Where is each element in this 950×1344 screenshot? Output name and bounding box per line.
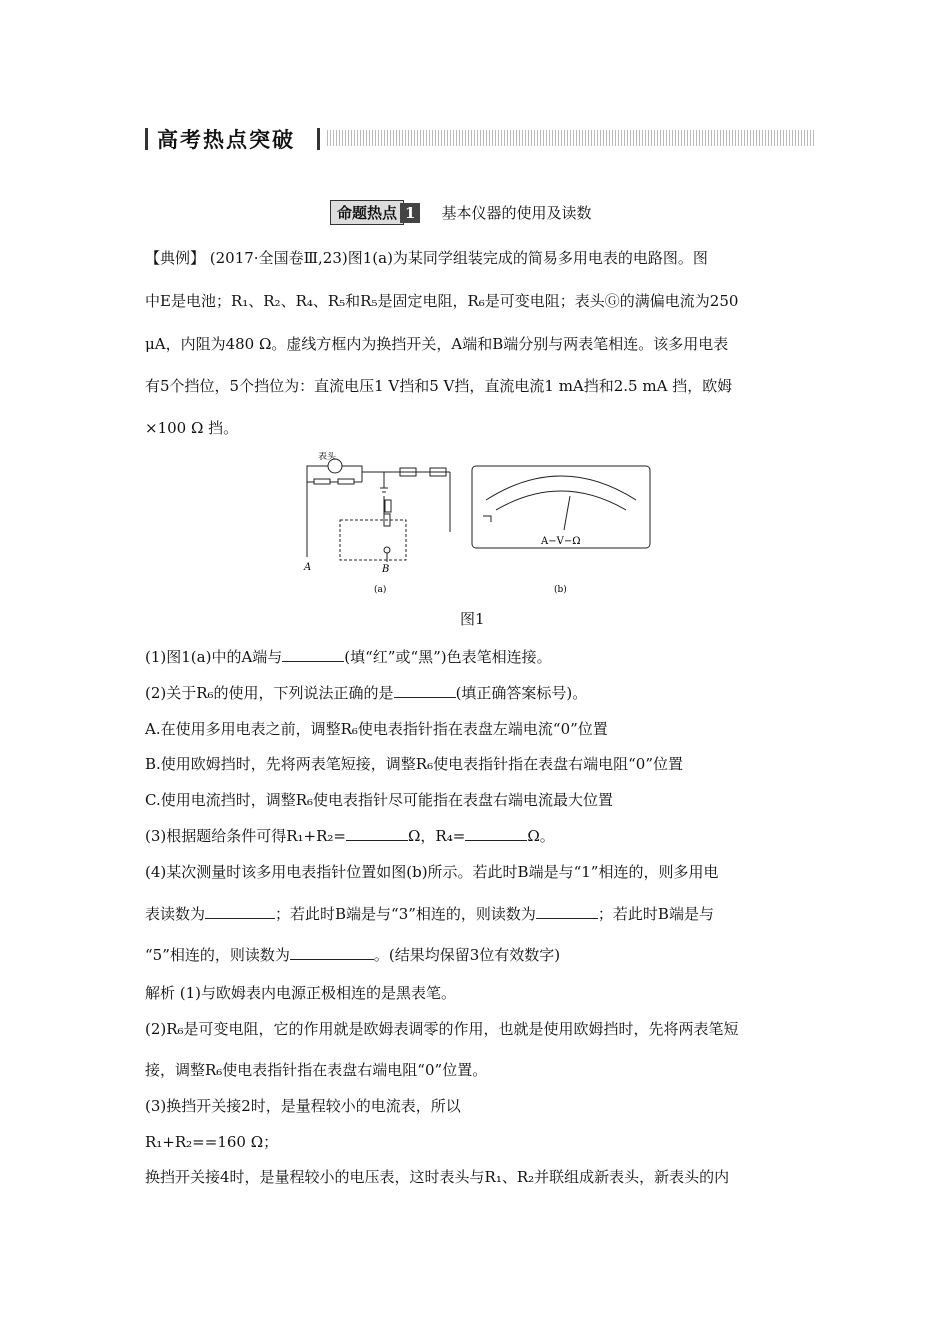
topic-label: 命题热点 [330,200,404,225]
q1-blank [282,647,344,662]
solution-line-4: (3)换挡开关接2时，是量程较小的电流表，所以 [145,1097,461,1115]
question-4-line-2 [145,903,714,924]
problem-line-5: ×100 Ω 挡。 [145,419,239,437]
circuit-diagram [307,459,450,562]
q2-blank [394,683,456,698]
question-4-line-1: (4)某次测量时该多用电表指针位置如图(b)所示。若此时B端是与“1”相连的，则多用电 [145,863,719,881]
q2-text-b: (填正确答案标号)。 [455,684,588,702]
question-4-line-3 [145,944,560,965]
header-bar-left [145,128,148,150]
q3-text-c: Ω。 [527,827,555,845]
solution-line-5: R₁+R₂==160 Ω； [145,1133,279,1151]
solution-line-1: 解析 (1)与欧姆表内电源正极相连的是黑表笔。 [145,984,457,1002]
question-1 [145,646,552,667]
q4-text-1: 表读数为 [145,905,206,923]
q4-blank-3 [290,945,374,960]
q3-text-a: (3)根据题给条件可得R₁+R₂= [145,827,346,845]
q3-blank-1 [346,826,408,841]
problem-line-2: 中E是电池；R₁、R₂、R₄、R₅和R₅是固定电阻，R₆是可变电阻；表头Ⓖ的满偏电流为250 [145,292,739,310]
q4-blank-2 [536,904,598,919]
q4-text-2: ；若此时B端是与“3”相连的，则读数为 [275,905,536,923]
section-title: 高考热点突破 [157,127,295,152]
option-b: B.使用欧姆挡时，先将两表笔短接，调整R₆使电表指针指在表盘右端电阻“0”位置 [145,755,683,773]
figure-1 [300,452,660,602]
section-header [145,124,815,152]
problem-line-1: 【典例】 (2017·全国卷Ⅲ,23)图1(a)为某同学组装完成的简易多用电表的电路图。图 [145,249,708,267]
meter-label: A−V−Ω [541,536,581,547]
problem-line-3: μA，内阻为480 Ω。虚线方框内为换挡开关，A端和B端分别与两表笔相连。该多用电表 [145,335,729,353]
q2-text-a: (2)关于R₆的使用，下列说法正确的是 [145,684,394,702]
option-c: C.使用电流挡时，调整R₆使电表指针尽可能指在表盘右端电流最大位置 [145,791,614,809]
figure-caption: 图1 [460,610,485,628]
q3-blank-2 [465,826,527,841]
header-bar-right [317,128,320,150]
q4-text-4: “5”相连的，则读数为 [145,946,290,964]
subcaption-b: (b) [554,585,567,595]
q4-text-3: ；若此时B端是与 [597,905,714,923]
topic-heading [330,200,592,226]
q1-text-a: (1)图1(a)中的A端与 [145,648,283,666]
problem-line-4: 有5个挡位，5个挡位为：直流电压1 V挡和5 V挡，直流电流1 mA挡和2.5 mA 挡，欧姆 [145,377,733,395]
q4-blank-1 [205,904,275,919]
question-2 [145,682,587,703]
subcaption-a: (a) [374,585,387,595]
terminal-b: B [382,564,390,575]
q1-text-b: (填“红”或“黑”)色表笔相连接。 [344,648,552,666]
solution-line-2: (2)R₆是可变电阻，它的作用就是欧姆表调零的作用，也就是使用欧姆挡时，先将两表笔短 [145,1020,739,1038]
solution-line-3: 接，调整R₆使电表指针指在表盘右端电阻“0”位置。 [145,1061,488,1079]
solution-line-6: 换挡开关接4时，是量程较小的电压表，这时表头与R₁、R₂并联组成新表头，新表头的内 [145,1168,730,1186]
option-a: A.在使用多用电表之前，调整R₆使电表指针指在表盘左端电流“0”位置 [145,720,608,738]
topic-title: 基本仪器的使用及读数 [441,204,592,222]
topic-number: 1 [400,203,420,223]
question-3 [145,825,555,846]
meter-needle [564,496,570,530]
q3-text-b: Ω，R₄= [408,827,466,845]
header-label: 表头 [318,452,337,462]
terminal-a: A [304,562,312,573]
header-hatch [327,130,815,146]
q4-text-5: 。(结果均保留3位有效数字) [373,946,561,964]
